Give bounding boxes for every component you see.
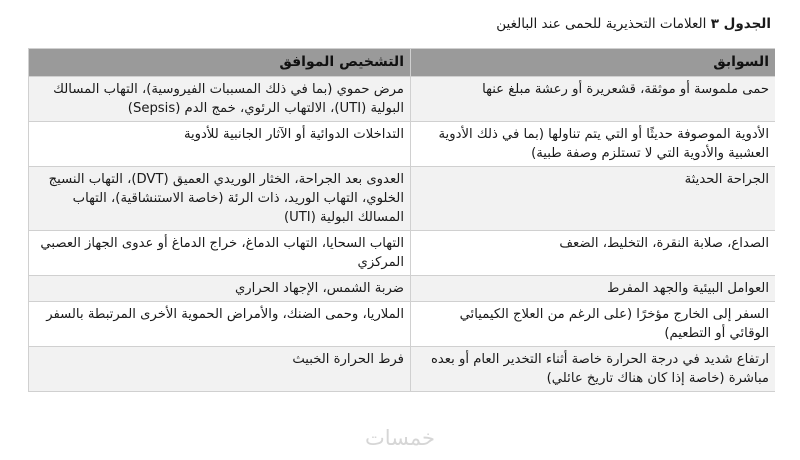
- cell-diagnosis: التهاب السحايا، التهاب الدماغ، خراج الدماغ أو عدوى الجهاز العصبي المركزي: [29, 231, 411, 276]
- warning-signs-table: [28, 48, 775, 392]
- table-caption: [496, 16, 771, 32]
- cell-diagnosis: التداخلات الدوائية أو الآثار الجانبية للأدوية: [29, 122, 411, 167]
- header-diagnosis: التشخيص الموافق: [29, 49, 411, 77]
- cell-precedent: العوامل البيئية والجهد المفرط: [411, 276, 776, 302]
- header-precedents: السوابق: [411, 49, 776, 77]
- warning-signs-table-container: [28, 48, 775, 415]
- cell-diagnosis: فرط الحرارة الخبيث: [29, 347, 411, 392]
- table-row: [29, 122, 776, 167]
- cell-precedent: الصداع، صلابة النقرة، التخليط، الضعف: [411, 231, 776, 276]
- cell-precedent: ارتفاع شديد في درجة الحرارة خاصة أثناء التخدير العام أو بعده مباشرة (خاصة إذا كان هناك تاريخ عائلي): [411, 347, 776, 392]
- table-row: [29, 276, 776, 302]
- cell-precedent: الجراحة الحديثة: [411, 167, 776, 231]
- cell-precedent: الأدوية الموصوفة حديثًا أو التي يتم تناولها (بما في ذلك الأدوية العشبية والأدوية التي لا تستلزم وصفة طبية): [411, 122, 776, 167]
- table-row: [29, 167, 776, 231]
- table-row: [29, 77, 776, 122]
- table-title: العلامات التحذيرية للحمى عند البالغين: [496, 16, 707, 32]
- table-row: [29, 347, 776, 392]
- cell-diagnosis: مرض حموي (بما في ذلك المسببات الفيروسية)، التهاب المسالك البولية (UTI)، الالتهاب الرئوي، خمج الدم (Sepsis): [29, 77, 411, 122]
- watermark: خمسات: [364, 426, 436, 450]
- cell-diagnosis: ضربة الشمس، الإجهاد الحراري: [29, 276, 411, 302]
- table-header-row: [29, 49, 776, 77]
- cell-precedent: حمى ملموسة أو موثقة، قشعريرة أو رعشة مبلغ عنها: [411, 77, 776, 122]
- cell-diagnosis: الملاريا، وحمى الضنك، والأمراض الحموية الأخرى المرتبطة بالسفر: [29, 302, 411, 347]
- cell-precedent: السفر إلى الخارج مؤخرًا (على الرغم من العلاج الكيميائي الوقائي أو التطعيم): [411, 302, 776, 347]
- table-number: الجدول ٣: [710, 16, 771, 32]
- table-row: [29, 231, 776, 276]
- cell-diagnosis: العدوى بعد الجراحة، الخثار الوريدي العميق (DVT)، التهاب النسيج الخلوي، التهاب الوريد، ذات الرئة (خاصة الاستنشاقية)، التهاب المسالك البولية (UTI): [29, 167, 411, 231]
- bottom-fade-overlay: [28, 398, 775, 418]
- table-row: [29, 302, 776, 347]
